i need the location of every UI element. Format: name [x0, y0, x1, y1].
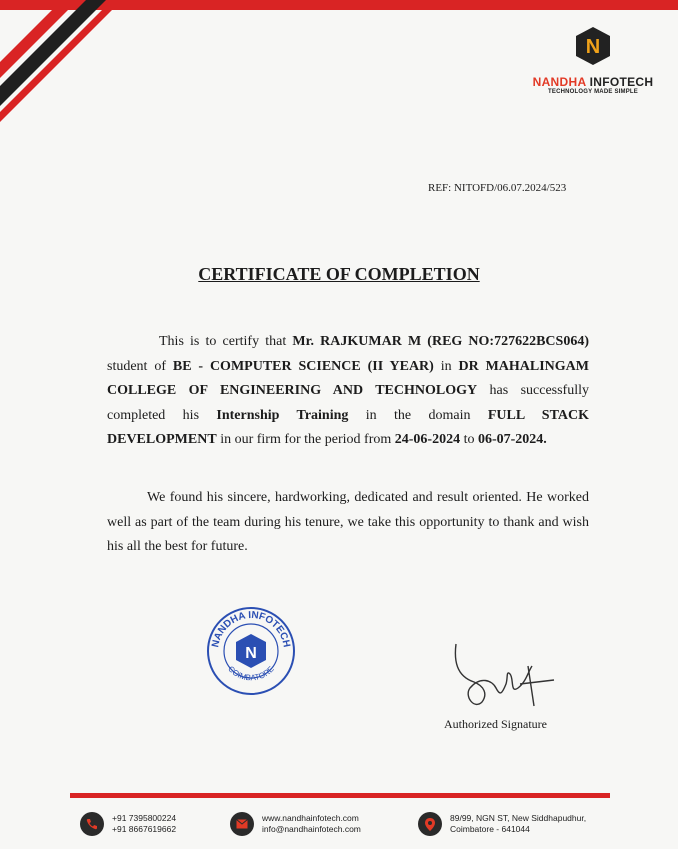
college-name: DR MAHALINGAM COLLEGE OF ENGINEERING AND TECHNOLOGY — [107, 358, 590, 398]
reference-number: REF: NITOFD/06.07.2024/523 — [428, 182, 567, 194]
company-stamp — [206, 606, 296, 696]
body-text-5: in the domain — [348, 407, 488, 423]
corner-decoration — [0, 0, 180, 140]
footer-address — [418, 812, 586, 836]
certificate-closing-paragraph: We found his sincere, hardworking, dedicated and result oriented. He worked well as part of the team during his tenure, we take this opportunity to thank and wish his all the best for future. — [107, 490, 589, 554]
phone-2[interactable]: +91 8667619662 — [112, 824, 177, 834]
company-logo — [528, 26, 658, 95]
address-line-1: 89/99, NGN ST, New Siddhapudhur, — [450, 813, 587, 823]
phone-1[interactable]: +91 7395800224 — [112, 813, 177, 823]
hexagon-logo-icon — [573, 26, 613, 66]
course: BE - COMPUTER SCIENCE (II YEAR) — [172, 358, 434, 374]
body-text-6: in our firm for the period from — [216, 432, 395, 447]
top-accent-bar — [150, 0, 678, 10]
student-name: Mr. RAJKUMAR M (REG NO:727622BCS064) — [292, 334, 589, 349]
location-pin-icon — [418, 812, 442, 836]
certificate-title: CERTIFICATE OF COMPLETION — [198, 264, 480, 284]
body-text-2: student of — [107, 358, 173, 374]
body-text-7: to — [460, 432, 478, 447]
body-text-1: This is to certify that — [159, 334, 287, 349]
stamp-bottom-text: COIMBATORE — [226, 664, 276, 683]
footer-accent-bar — [70, 793, 610, 798]
training-type: Internship Training — [216, 407, 349, 423]
website-link[interactable]: www.nandhainfotech.com — [262, 813, 359, 823]
start-date: 24-06-2024 — [394, 432, 461, 447]
logo-letter: N — [585, 36, 601, 58]
email-link[interactable]: info@nandhainfotech.com — [262, 824, 361, 834]
brand-part1: NANDHA — [532, 75, 586, 89]
end-date: 06-07-2024. — [477, 432, 547, 447]
address-line-2: Coimbatore - 641044 — [450, 824, 530, 834]
brand-name — [528, 75, 658, 89]
footer-phone — [80, 812, 176, 836]
phone-icon — [80, 812, 104, 836]
signature-label: Authorized Signature — [444, 717, 547, 731]
brand-part2: INFOTECH — [589, 75, 654, 89]
stamp-top-text: NANDHA INFOTECH — [210, 609, 292, 649]
mail-icon — [230, 812, 254, 836]
tagline: TECHNOLOGY MADE SIMPLE — [548, 89, 638, 95]
handwritten-signature — [444, 636, 564, 714]
stamp-letter: N — [245, 645, 257, 662]
body-text-4: has successfully completed his — [107, 383, 589, 423]
domain: FULL STACK DEVELOPMENT — [107, 407, 589, 447]
body-text-3: in — [433, 358, 459, 374]
certificate-body-paragraph — [107, 330, 589, 453]
footer-web — [230, 812, 361, 836]
